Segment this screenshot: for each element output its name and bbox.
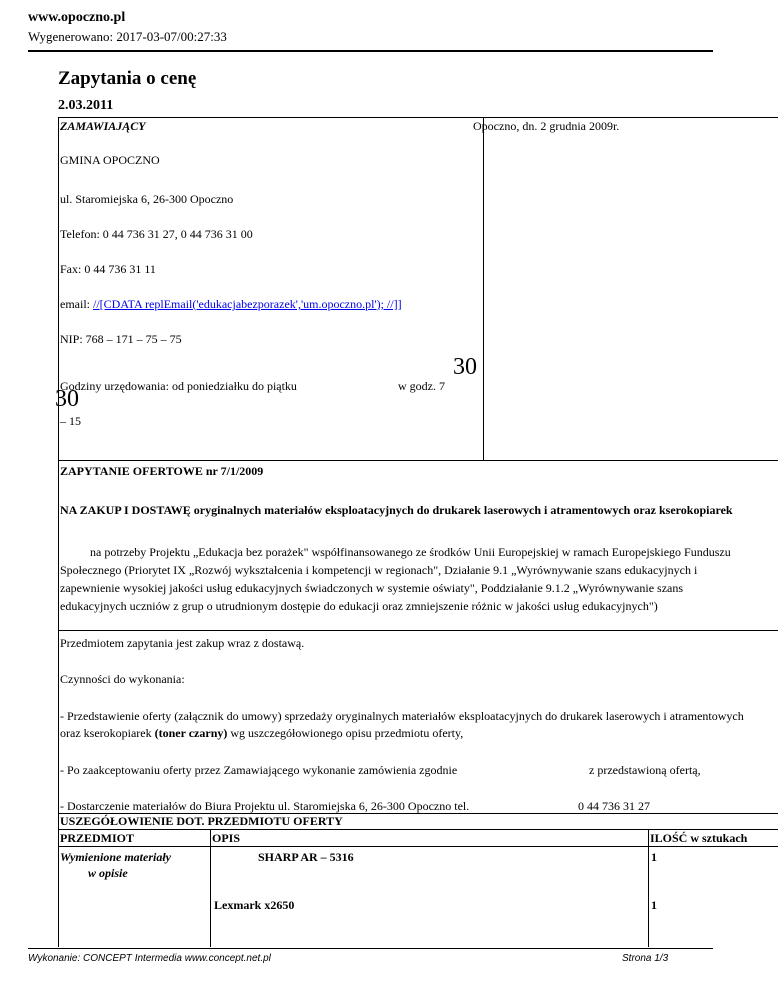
task-item: - Dostarczenie materiałów do Biura Projektu ul. Staromiejska 6, 26-300 Opoczno tel.	[60, 799, 470, 813]
inquiry-subject: NA ZAKUP I DOSTAWĘ oryginalnych materiałów eksploatacyjnych do drukarek laserowych i atramentowych oraz kserokopiarek	[60, 503, 733, 517]
ordering-party-nip: NIP: 768 – 171 – 75 – 75	[60, 332, 182, 346]
table-header-border	[58, 846, 778, 847]
ordering-party-phone: Telefon: 0 44 736 31 27, 0 44 736 31 00	[60, 227, 253, 241]
office-hours: Godziny urzędowania: od poniedziałku do piątku	[60, 379, 297, 393]
ordering-party-address: ul. Staromiejska 6, 26-300 Opoczno	[60, 192, 234, 206]
table-col-divider	[648, 829, 649, 947]
ordering-party-email-row	[60, 297, 402, 312]
subject-cell: w opisie	[88, 866, 128, 880]
generated-timestamp: Wygenerowano: 2017-03-07/00:27:33	[28, 29, 227, 44]
table-col-divider	[210, 829, 211, 947]
task-item: - Po zaakceptowaniu oferty przez Zamawiającego wykonanie zamówienia zgodnie	[60, 763, 458, 777]
header-cell-divider	[483, 117, 484, 460]
task-item: - Przedstawienie oferty (załącznik do umowy) sprzedaży oryginalnych materiałów eksploatacyjnych do drukarek laserowych i atramentowych	[60, 709, 744, 723]
task-text: wg uszczegółowionego opisu przedmiotu oferty,	[227, 726, 464, 740]
ordering-party-label: ZAMAWIAJĄCY	[60, 119, 146, 133]
email-label: email:	[60, 297, 93, 311]
inquiry-context-line: na potrzeby Projektu „Edukacja bez porażek" współfinansowanego ze środków Unii Europejskiej w ramach Europejskiego Funduszu	[90, 545, 731, 559]
details-title: USZEGÓŁOWIENIE DOT. PRZEDMIOTU OFERTY	[60, 814, 343, 828]
hours-superscript-start: 30	[453, 354, 477, 380]
page-title: Zapytania o cenę	[58, 68, 197, 89]
office-hours-at: w godz. 7	[398, 379, 445, 393]
site-url: www.opoczno.pl	[28, 10, 126, 25]
page-number: Strona 1/3	[622, 953, 669, 964]
hours-superscript-end: 30	[55, 386, 79, 412]
toner-highlight: (toner czarny)	[154, 726, 228, 740]
doc-left-border	[58, 117, 59, 947]
inquiry-title: ZAPYTANIE OFERTOWE nr 7/1/2009	[60, 464, 264, 478]
publication-date: 2.03.2011	[58, 98, 114, 113]
col-header-subject: PRZEDMIOT	[60, 831, 135, 845]
task-item-continued	[60, 726, 463, 741]
ordering-party-fax: Fax: 0 44 736 31 11	[60, 262, 156, 276]
inquiry-context-line: Społecznego (Priorytet IX „Rozwój wykształcenia i kompetencji w regionach", Działanie 9.1 „Wyrównywanie szans edukacyjnych i	[60, 563, 698, 577]
place-date: Opoczno, dn. 2 grudnia 2009r.	[473, 119, 620, 133]
details-title-border	[58, 829, 778, 830]
ordering-party-name: GMINA OPOCZNO	[60, 153, 160, 167]
tasks-label: Czynności do wykonania:	[60, 672, 185, 686]
request-subject: Przedmiotem zapytania jest zakup wraz z dostawą.	[60, 636, 305, 650]
footer-credit: Wykonanie: CONCEPT Intermedia www.concept.net.pl	[28, 953, 271, 964]
divider-inquiry	[58, 460, 778, 461]
divider-tasks	[58, 630, 778, 631]
footer-divider	[28, 948, 713, 949]
office-hours-end: – 15	[60, 414, 81, 428]
table-row-quantity: 1	[651, 850, 657, 864]
task-text: oraz kserokopiarek	[60, 726, 155, 740]
document-body	[55, 117, 778, 947]
col-header-quantity: ILOŚĆ w sztukach	[650, 831, 748, 845]
inquiry-context-line: zapewnienie wysokiej jakości usług edukacyjnych świadczonych w systemie oświaty", Poddziałanie 9.1.2 „Wyrównywanie szans	[60, 581, 684, 595]
subject-cell: Wymienione materiały	[60, 850, 171, 864]
table-row-description: SHARP AR – 5316	[258, 850, 354, 864]
table-row-description: Lexmark x2650	[214, 898, 295, 912]
table-row-quantity: 1	[651, 898, 657, 912]
task-item-right: 0 44 736 31 27	[578, 799, 650, 813]
task-item-right: z przedstawioną ofertą,	[589, 763, 701, 777]
email-link[interactable]: //[CDATA replEmail('edukacjabezporazek','um.opoczno.pl'); //]]	[93, 297, 402, 311]
header-divider	[28, 50, 713, 52]
doc-top-border	[58, 117, 778, 118]
col-header-description: OPIS	[212, 831, 241, 845]
inquiry-context-line: edukacyjnych uczniów z grup o utrudnionym dostępie do edukacji oraz zmniejszenie różnic w jakości usług edukacyjnych")	[60, 599, 658, 613]
